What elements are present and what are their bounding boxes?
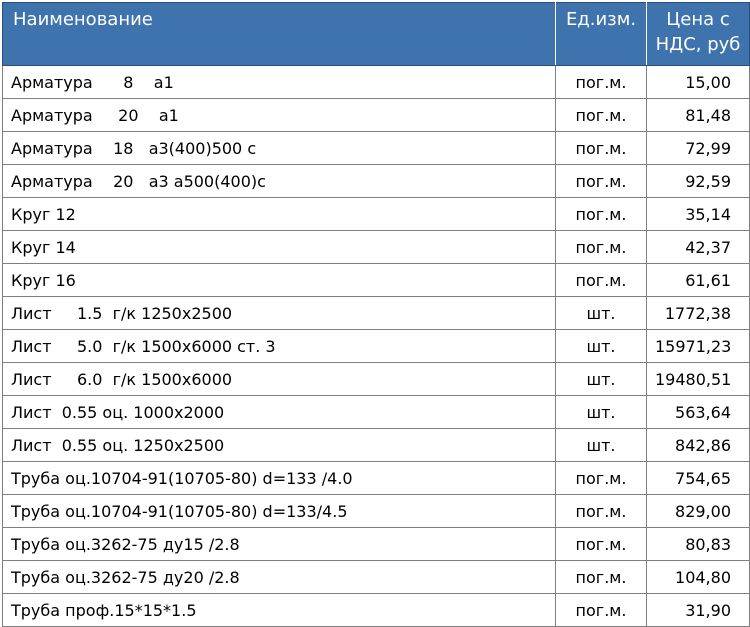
unit-cell: пог.м.	[556, 561, 647, 594]
price-table	[2, 2, 750, 627]
table-row	[3, 429, 750, 462]
unit-cell: пог.м.	[556, 99, 647, 132]
name-cell: Круг 14	[3, 231, 556, 264]
name-cell: Арматура 8 а1	[3, 66, 556, 99]
unit-cell: пог.м.	[556, 462, 647, 495]
price-cell: 563,64	[647, 396, 750, 429]
table-row	[3, 297, 750, 330]
name-cell: Лист 0.55 оц. 1250х2500	[3, 429, 556, 462]
header-name: Наименование	[3, 3, 556, 66]
price-cell: 842,86	[647, 429, 750, 462]
name-cell: Труба проф.15*15*1.5	[3, 594, 556, 627]
table-row	[3, 198, 750, 231]
price-cell: 104,80	[647, 561, 750, 594]
name-cell: Арматура 20 а1	[3, 99, 556, 132]
price-cell: 80,83	[647, 528, 750, 561]
table-row	[3, 561, 750, 594]
unit-cell: пог.м.	[556, 264, 647, 297]
unit-cell: шт.	[556, 429, 647, 462]
price-cell: 754,65	[647, 462, 750, 495]
table-row	[3, 462, 750, 495]
unit-cell: пог.м.	[556, 165, 647, 198]
table-row	[3, 528, 750, 561]
unit-cell: шт.	[556, 297, 647, 330]
name-cell: Круг 16	[3, 264, 556, 297]
table-row	[3, 363, 750, 396]
header-unit: Ед.изм.	[556, 3, 647, 66]
table-row	[3, 99, 750, 132]
name-cell: Арматура 20 а3 а500(400)с	[3, 165, 556, 198]
price-cell: 829,00	[647, 495, 750, 528]
header-price-line1: Цена с	[666, 9, 730, 30]
unit-cell: шт.	[556, 396, 647, 429]
table-row	[3, 330, 750, 363]
price-cell: 1772,38	[647, 297, 750, 330]
table-row	[3, 495, 750, 528]
name-cell: Труба оц.10704-91(10705-80) d=133 /4.0	[3, 462, 556, 495]
unit-cell: пог.м.	[556, 495, 647, 528]
name-cell: Арматура 18 а3(400)500 с	[3, 132, 556, 165]
price-cell: 35,14	[647, 198, 750, 231]
table-row	[3, 264, 750, 297]
price-cell: 61,61	[647, 264, 750, 297]
price-cell: 31,90	[647, 594, 750, 627]
name-cell: Труба оц.10704-91(10705-80) d=133/4.5	[3, 495, 556, 528]
unit-cell: пог.м.	[556, 231, 647, 264]
name-cell: Лист 6.0 г/к 1500х6000	[3, 363, 556, 396]
unit-cell: шт.	[556, 330, 647, 363]
table-row	[3, 396, 750, 429]
unit-cell: пог.м.	[556, 594, 647, 627]
price-cell: 19480,51	[647, 363, 750, 396]
price-cell: 15971,23	[647, 330, 750, 363]
header-row	[3, 3, 750, 66]
unit-cell: пог.м.	[556, 66, 647, 99]
name-cell: Труба оц.3262-75 ду15 /2.8	[3, 528, 556, 561]
unit-cell: пог.м.	[556, 528, 647, 561]
table-row	[3, 231, 750, 264]
price-cell: 15,00	[647, 66, 750, 99]
name-cell: Труба оц.3262-75 ду20 /2.8	[3, 561, 556, 594]
name-cell: Лист 1.5 г/к 1250х2500	[3, 297, 556, 330]
header-price-line2: НДС, руб	[655, 34, 741, 55]
table-row	[3, 132, 750, 165]
price-cell: 72,99	[647, 132, 750, 165]
unit-cell: пог.м.	[556, 132, 647, 165]
price-cell: 92,59	[647, 165, 750, 198]
table-row	[3, 165, 750, 198]
header-price	[647, 3, 750, 66]
name-cell: Круг 12	[3, 198, 556, 231]
unit-cell: шт.	[556, 363, 647, 396]
table-row	[3, 66, 750, 99]
name-cell: Лист 0.55 оц. 1000х2000	[3, 396, 556, 429]
unit-cell: пог.м.	[556, 198, 647, 231]
price-cell: 42,37	[647, 231, 750, 264]
name-cell: Лист 5.0 г/к 1500х6000 ст. 3	[3, 330, 556, 363]
price-cell: 81,48	[647, 99, 750, 132]
